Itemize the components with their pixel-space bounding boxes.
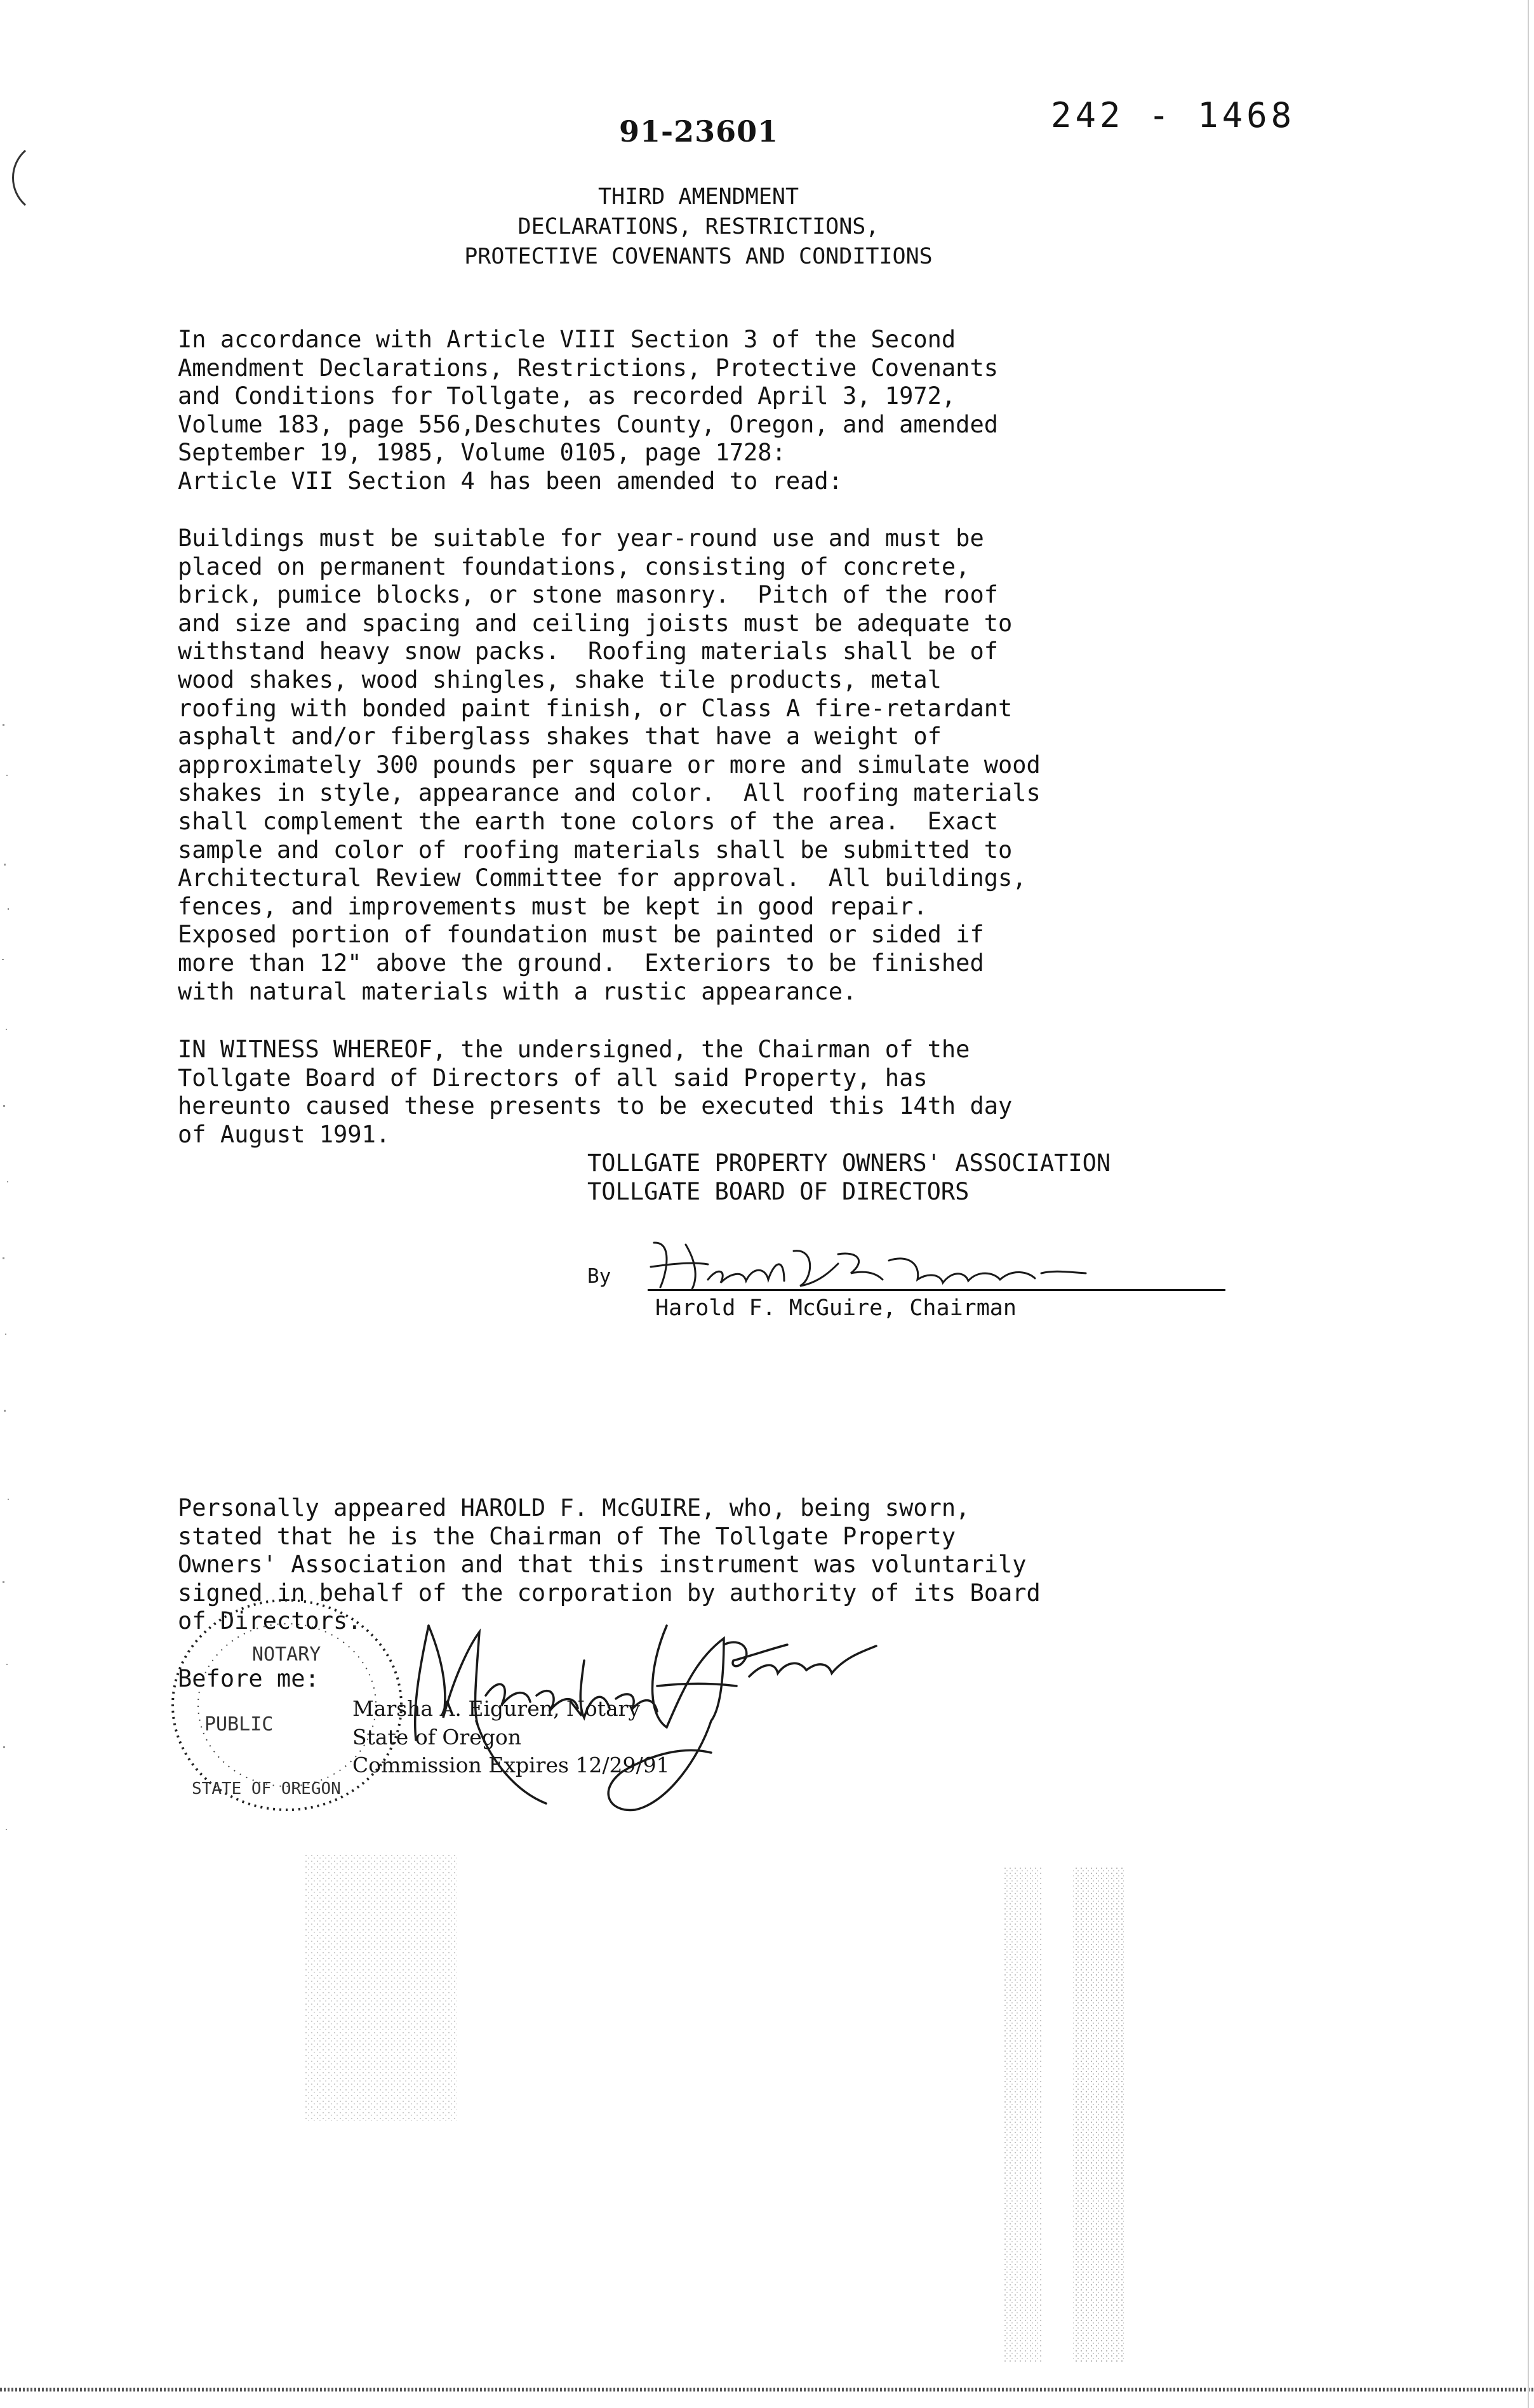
notary-name: Marsha A. Eiguren, Notary — [352, 1696, 641, 1721]
notary-signature — [368, 1600, 883, 1823]
scan-edge-speckle — [0, 699, 13, 1905]
association-name: TOLLGATE PROPERTY OWNERS' ASSOCIATION — [587, 1149, 1111, 1177]
scan-right-edge — [1528, 0, 1529, 2408]
signature-line — [648, 1289, 1225, 1291]
before-me-label: Before me: — [178, 1665, 319, 1692]
title-line-3: PROTECTIVE COVENANTS AND CONDITIONS — [464, 244, 933, 269]
by-label: By — [587, 1265, 611, 1288]
title-line-1: THIRD AMENDMENT — [597, 184, 799, 210]
scan-noise-right — [1003, 1867, 1130, 2362]
notary-commission: Commission Expires 12/29/91 — [352, 1753, 670, 1777]
board-name: TOLLGATE BOARD OF DIRECTORS — [587, 1178, 970, 1205]
book-page-number: 242 - 1468 — [1051, 95, 1296, 135]
signer-name: Harold F. McGuire, Chairman — [655, 1295, 1017, 1321]
witness-paragraph: IN WITNESS WHEREOF, the undersigned, the Chairman of the Tollgate Board of Directors of all said Property, has hereunto caused these presents to be executed this 14th day of August 1991. — [178, 1036, 1013, 1148]
amendment-paragraph: Buildings must be suitable for year-round use and must be placed on permanent foundations, consisting of concrete, brick, pumice blocks, or stone masonry. Pitch of the roof and size and spacing and ceiling joists must be adequate to withstand heavy snow packs. Roofing materials shall be of wood shakes, wood shingles, shake tile products, metal roofing with bonded paint finish, or Class A fire-retardant asphalt and/or fiberglass shakes that have a weight of approximately 300 pounds per square or more and simulate wood shakes in style, appearance and color. All roofing materials shall complement the earth tone colors of the area. Exact sample and color of roofing materials shall be submitted to Architectural Review Committee for approval. All buildings, fences, and improvements must be kept in good repair. Exposed portion of foundation must be painted or sided if more than 12" above the ground. Exteriors to be finished with natural materials with a rustic appearance. — [178, 525, 1041, 1005]
seal-text-state: STATE OF OREGON — [192, 1779, 341, 1798]
document-number: 91-23601 — [619, 114, 779, 149]
scan-noise-left — [305, 1854, 457, 2121]
seal-text-notary: NOTARY — [252, 1643, 321, 1666]
chairman-signature — [648, 1235, 1105, 1295]
recital-paragraph: In accordance with Article VIII Section 3 of the Second Amendment Declarations, Restrictions, Protective Covenants and Conditions for Tollgate, as recorded April 3, 1972, Volume 183, page 556,Deschutes County, Oregon, and amended September 19, 1985, Volume 0105, page 1728: Article VII Section 4 has been amended to read: — [178, 326, 999, 495]
seal-text-public: PUBLIC — [204, 1713, 274, 1736]
title-line-2: DECLARATIONS, RESTRICTIONS, — [517, 214, 879, 239]
scan-bottom-edge — [0, 2388, 1534, 2391]
notary-state: State of Oregon — [352, 1725, 521, 1749]
notary-acknowledgment: Personally appeared HAROLD F. McGUIRE, who, being sworn, stated that he is the Chairman of The Tollgate Property Owners' Association and that this instrument was voluntarily signed in behalf of the corporation by authority of its Board of Directors. — [178, 1494, 1041, 1635]
